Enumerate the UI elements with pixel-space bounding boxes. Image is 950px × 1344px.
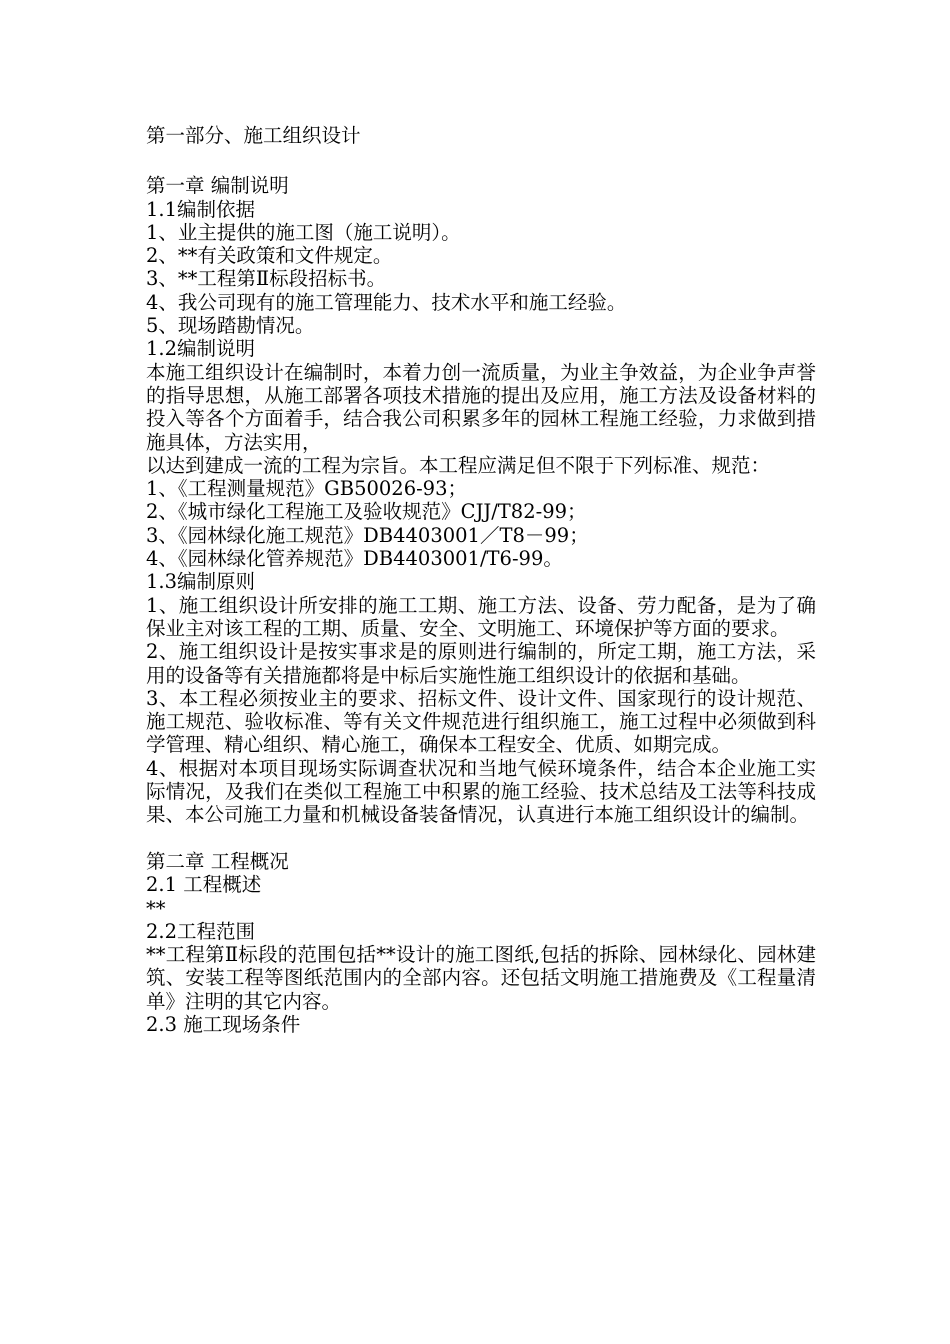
basis-item: 4、我公司现有的施工管理能力、技术水平和施工经验。 bbox=[146, 290, 627, 314]
explanation-paragraph: 以达到建成一流的工程为宗旨。本工程应满足但不限于下列标准、规范： bbox=[146, 453, 771, 477]
part-title: 第一部分、施工组织设计 bbox=[146, 124, 361, 147]
standard-item: 4、《园林绿化管养规范》DB4403001/T6-99。 bbox=[146, 547, 563, 571]
section-1-1-title: 1.1编制依据 bbox=[146, 197, 256, 221]
section-2-3-title: 2.3 施工现场条件 bbox=[146, 1012, 301, 1036]
principle-paragraph: 2、施工组织设计是按实事求是的原则进行编制的，所定工期，施工方法，采用的设备等有关措施都将是中标后实施性施工组织设计的依据和基础。 bbox=[146, 640, 816, 687]
standard-item: 3、《园林绿化施工规范》DB4403001／T8－99； bbox=[146, 523, 589, 547]
standard-item: 1、《工程测量规范》GB50026-93； bbox=[146, 477, 467, 501]
explanation-paragraph: 本施工组织设计在编制时，本着力创一流质量，为业主争效益，为企业争声誉的指导思想，从施工部署各项技术措施的提出及应用，施工方法及设备材料的投入等各个方面着手，结合我公司积累多年的园林工程施工经验，力求做到措施具体，方法实用， bbox=[146, 360, 816, 454]
section-1-2-title: 1.2编制说明 bbox=[146, 337, 256, 361]
basis-item: 2、**有关政策和文件规定。 bbox=[146, 244, 393, 268]
principle-paragraph: 1、施工组织设计所安排的施工工期、施工方法、设备、劳力配备，是为了确保业主对该工程的工期、质量、安全、文明施工、环境保护等方面的要求。 bbox=[146, 593, 816, 640]
overview-text: ** bbox=[146, 896, 166, 920]
chapter-1-title: 第一章 编制说明 bbox=[146, 174, 289, 198]
principle-paragraph: 4、根据对本项目现场实际调查状况和当地气候环境条件，结合本企业施工实际情况，及我们在类似工程施工中积累的施工经验、技术总结及工法等科技成果、本公司施工力量和机械设备装备情况，认真进行本施工组织设计的编制。 bbox=[146, 756, 816, 827]
section-2-1-title: 2.1 工程概述 bbox=[146, 873, 262, 897]
section-1-3-title: 1.3编制原则 bbox=[146, 570, 256, 594]
section-2-2-title: 2.2工程范围 bbox=[146, 919, 256, 943]
scope-paragraph: **工程第Ⅱ标段的范围包括**设计的施工图纸,包括的拆除、园林绿化、园林建筑、安装工程等图纸范围内的全部内容。还包括文明施工措施费及《工程量清单》注明的其它内容。 bbox=[146, 943, 816, 1013]
basis-item: 5、现场踏勘情况。 bbox=[146, 314, 315, 338]
standard-item: 2、《城市绿化工程施工及验收规范》CJJ/T82-99； bbox=[146, 500, 587, 524]
blank-line bbox=[146, 827, 816, 850]
chapter-2-title: 第二章 工程概况 bbox=[146, 849, 289, 873]
basis-item: 1、业主提供的施工图（施工说明）。 bbox=[146, 220, 461, 244]
basis-item: 3、**工程第Ⅱ标段招标书。 bbox=[146, 267, 387, 291]
principle-paragraph: 3、本工程必须按业主的要求、招标文件、设计文件、国家现行的设计规范、施工规范、验收标准、等有关文件规范进行组织施工，施工过程中必须做到科学管理、精心组织、精心施工，确保本工程安全、优质、如期完成。 bbox=[146, 686, 816, 757]
document-page bbox=[146, 120, 816, 1036]
